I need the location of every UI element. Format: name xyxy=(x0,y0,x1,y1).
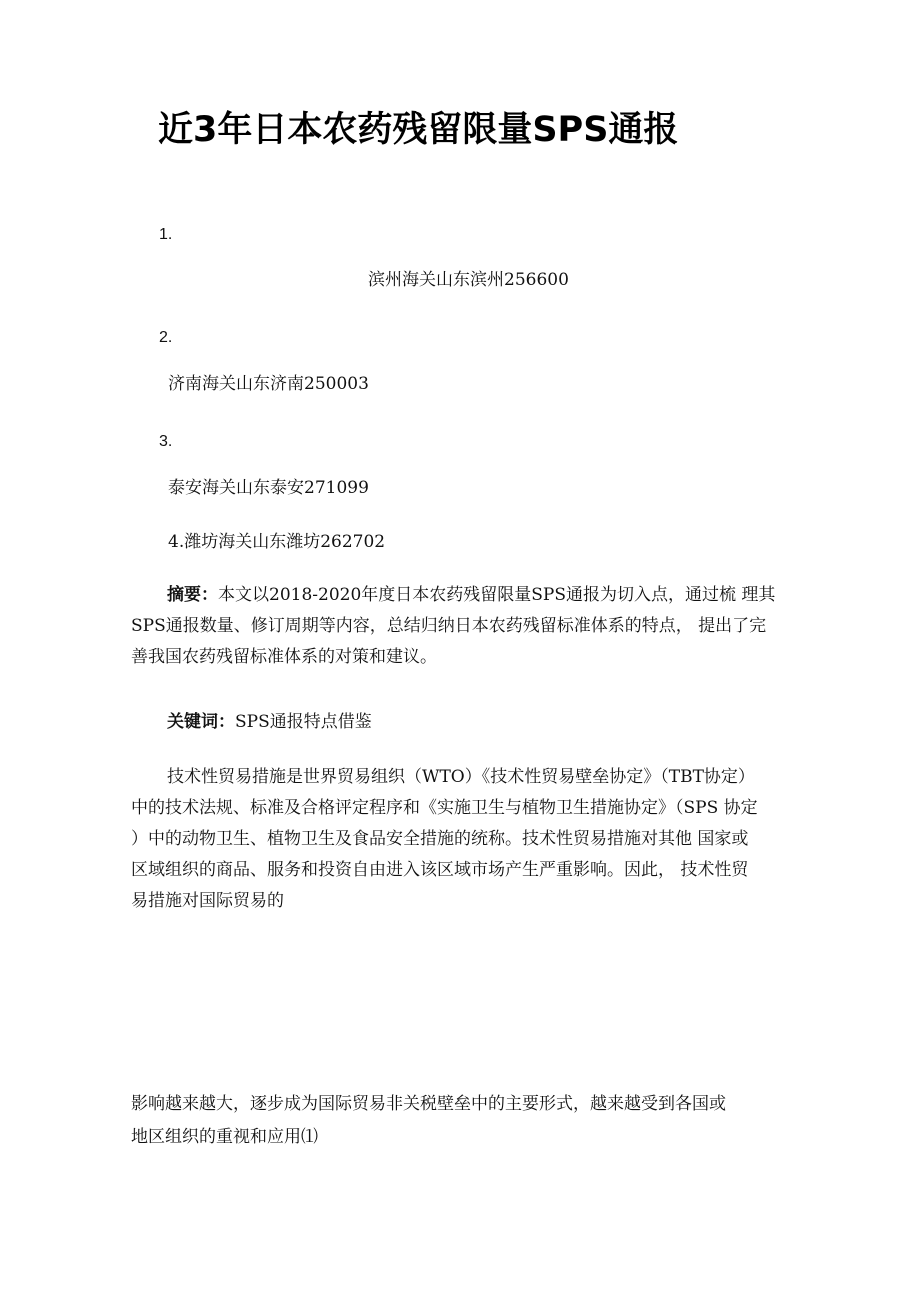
keywords xyxy=(167,710,372,734)
abstract-line-2: SPS通报数量、修订周期等内容，总结归纳日本农药残留标准体系的特点， 提出了完 xyxy=(131,616,767,636)
body-paragraph-1-line-2: 中的技术法规、标准及合格评定程序和《实施卫生与植物卫生措施协定》（SPS 协定 xyxy=(131,798,758,818)
body-paragraph-1-line-1: 技术性贸易措施是世界贸易组织（WTO）《技术性贸易壁垒协定》（TBT协定） xyxy=(167,767,755,787)
body-paragraph-2-line-1: 影响越来越大，逐步成为国际贸易非关税壁垒中的主要形式，越来越受到各国或 xyxy=(131,1094,726,1114)
body-paragraph-2 xyxy=(131,1088,811,1154)
body-paragraph-1-line-4: 区域组织的商品、服务和投资自由进入该区域市场产生严重影响。因此， 技术性贸 xyxy=(131,860,749,880)
abstract xyxy=(131,580,811,673)
abstract-line-3: 善我国农药残留标准体系的对策和建议。 xyxy=(131,647,437,667)
affiliation-3-number: 3. xyxy=(159,433,173,450)
affiliation-2-number: 2. xyxy=(159,329,173,346)
affiliation-4-text: 4.潍坊海关山东潍坊262702 xyxy=(168,532,386,552)
body-paragraph-2-line-2: 地区组织的重视和应用⑴ xyxy=(131,1127,318,1147)
abstract-line-1: 本文以2018-2020年度日本农药残留限量SPS通报为切入点，通过梳 理其 xyxy=(218,585,776,605)
affiliation-1-text: 滨州海关山东滨州256600 xyxy=(368,270,569,290)
affiliation-1-number: 1. xyxy=(159,226,173,243)
body-paragraph-1 xyxy=(131,762,811,917)
body-paragraph-1-line-3: ）中的动物卫生、植物卫生及食品安全措施的统称。技术性贸易措施对其他 国家或 xyxy=(131,829,749,849)
page-title: 近3年日本农药残留限量SPS通报 xyxy=(158,110,679,150)
keywords-label: 关键词： xyxy=(167,712,235,732)
affiliation-3-text: 泰安海关山东泰安271099 xyxy=(168,478,369,498)
body-paragraph-1-line-5: 易措施对国际贸易的 xyxy=(131,891,284,911)
keywords-text: SPS通报特点借鉴 xyxy=(235,712,372,732)
abstract-label: 摘要： xyxy=(167,585,218,605)
affiliation-2-text: 济南海关山东济南250003 xyxy=(168,374,369,394)
